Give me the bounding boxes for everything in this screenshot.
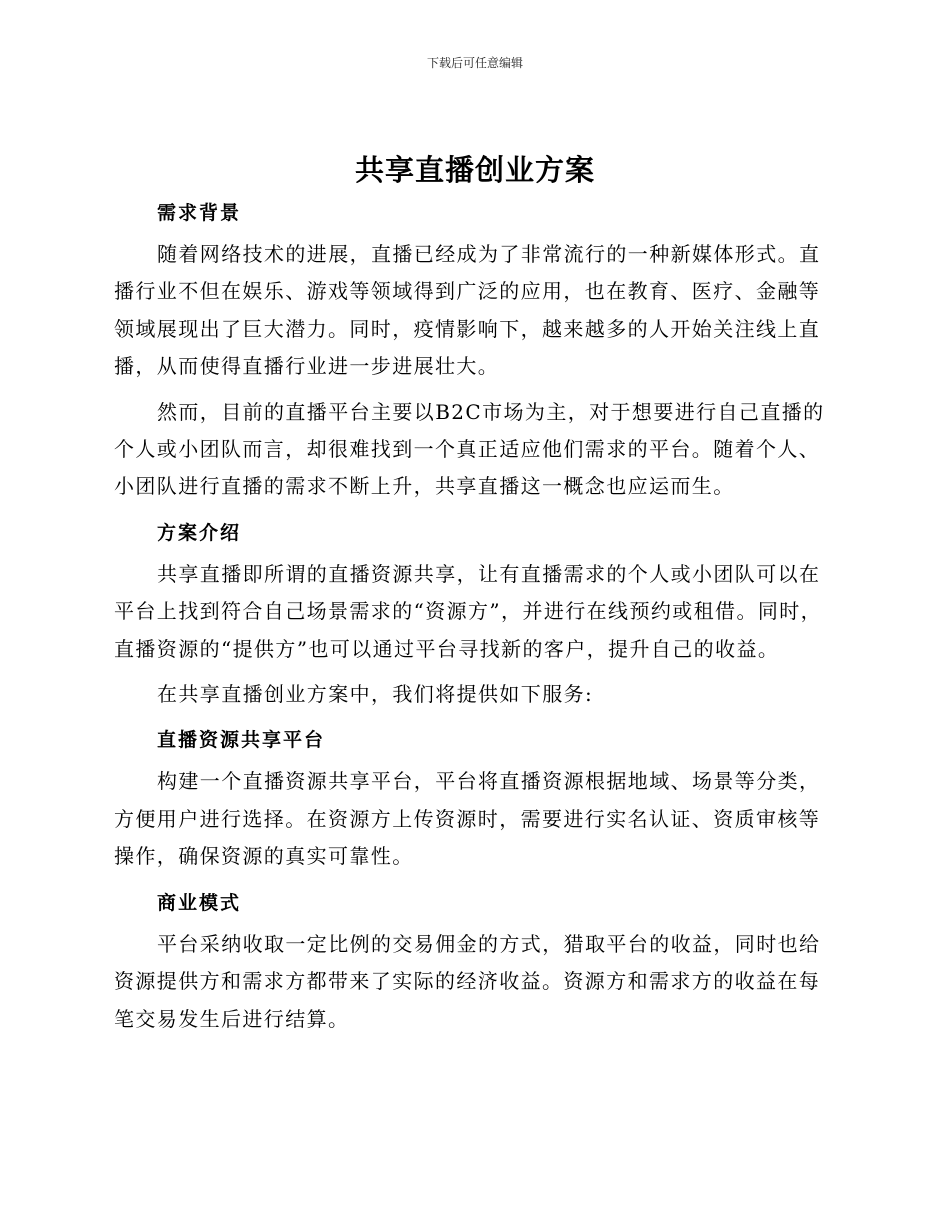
section-heading-platform: 直播资源共享平台	[157, 729, 326, 752]
section-heading-introduction: 方案介绍	[157, 521, 242, 544]
section-heading-business-model: 商业模式	[157, 891, 242, 914]
document-body	[114, 196, 834, 1038]
paragraph-platform-1: 构建一个直播资源共享平台，平台将直播资源根据地域、场景等分类，方便用户进行选择。在资源方上传资源时，需要进行实名认证、资质审核等操作，确保资源的真实可靠性。	[114, 769, 821, 869]
document-title: 共享直播创业方案	[354, 153, 595, 187]
paragraph-background-1: 随着网络技术的进展，直播已经成为了非常流行的一种新媒体形式。直播行业不但在娱乐、游戏等领域得到广泛的应用，也在教育、医疗、金融等领域展现出了巨大潜力。同时，疫情影响下，越来越多的人开始关注线上直播，从而使得直播行业进一步进展壮大。	[114, 242, 821, 379]
paragraph-business-model-1: 平台采纳收取一定比例的交易佣金的方式，猎取平台的收益，同时也给资源提供方和需求方都带来了实际的经济收益。资源方和需求方的收益在每笔交易发生后进行结算。	[114, 931, 821, 1031]
section-heading-background: 需求背景	[157, 202, 242, 224]
paragraph-introduction-1: 共享直播即所谓的直播资源共享，让有直播需求的个人或小团队可以在平台上找到符合自己场景需求的“资源方”，并进行在线预约或租借。同时，直播资源的“提供方”也可以通过平台寻找新的客户，提升自己的收益。	[114, 561, 823, 661]
paragraph-background-2: 然而，目前的直播平台主要以B2C市场为主，对于想要进行自己直播的个人或小团队而言，却很难找到一个真正适应他们需求的平台。随着个人、小团队进行直播的需求不断上升，共享直播这一概念也应运而生。	[114, 399, 825, 499]
paragraph-introduction-2: 在共享直播创业方案中，我们将提供如下服务:	[157, 682, 594, 707]
page-header: 下载后可任意编辑	[426, 56, 523, 70]
